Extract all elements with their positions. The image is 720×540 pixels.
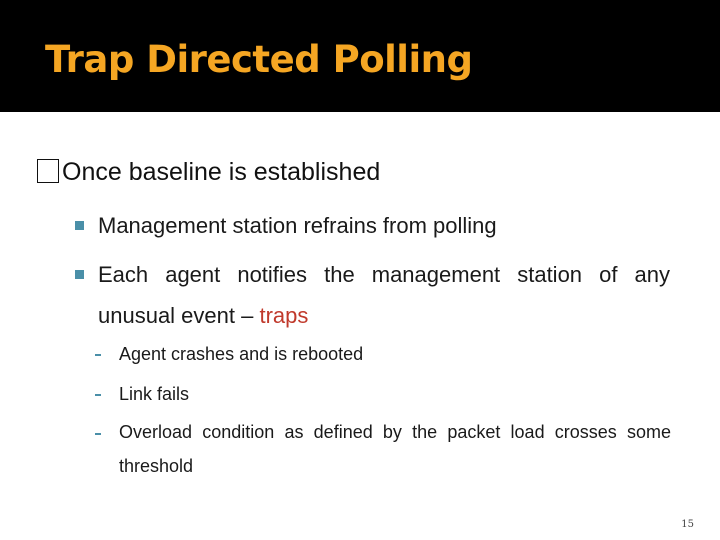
main-bullet-text: Once baseline is established [62, 158, 381, 186]
square-bullet-icon [75, 270, 84, 279]
sub-bullet-2-main: Each agent notifies the management station of any unusual event – [98, 262, 670, 328]
sub-sub-bullet-1-text: Agent crashes and is rebooted [119, 344, 364, 364]
dash-bullet-icon [95, 394, 101, 396]
title-bar [0, 0, 720, 112]
dash-bullet-icon [95, 354, 101, 356]
sub-sub-bullet-2-text: Link fails [119, 384, 190, 404]
missing-glyph-bullet-icon [37, 159, 59, 183]
traps-highlight: traps [259, 303, 309, 328]
slide-title: Trap Directed Polling [45, 38, 473, 81]
sub-bullet-2-text [98, 254, 670, 336]
sub-bullet-1-text: Management station refrains from polling [98, 213, 497, 238]
main-bullet [37, 158, 380, 187]
square-bullet-icon [75, 221, 84, 230]
page-number: 15 [681, 519, 694, 530]
sub-sub-bullet-3-text: Overload condition as defined by the packet load crosses some threshold [119, 422, 671, 476]
dash-bullet-icon [95, 433, 101, 435]
